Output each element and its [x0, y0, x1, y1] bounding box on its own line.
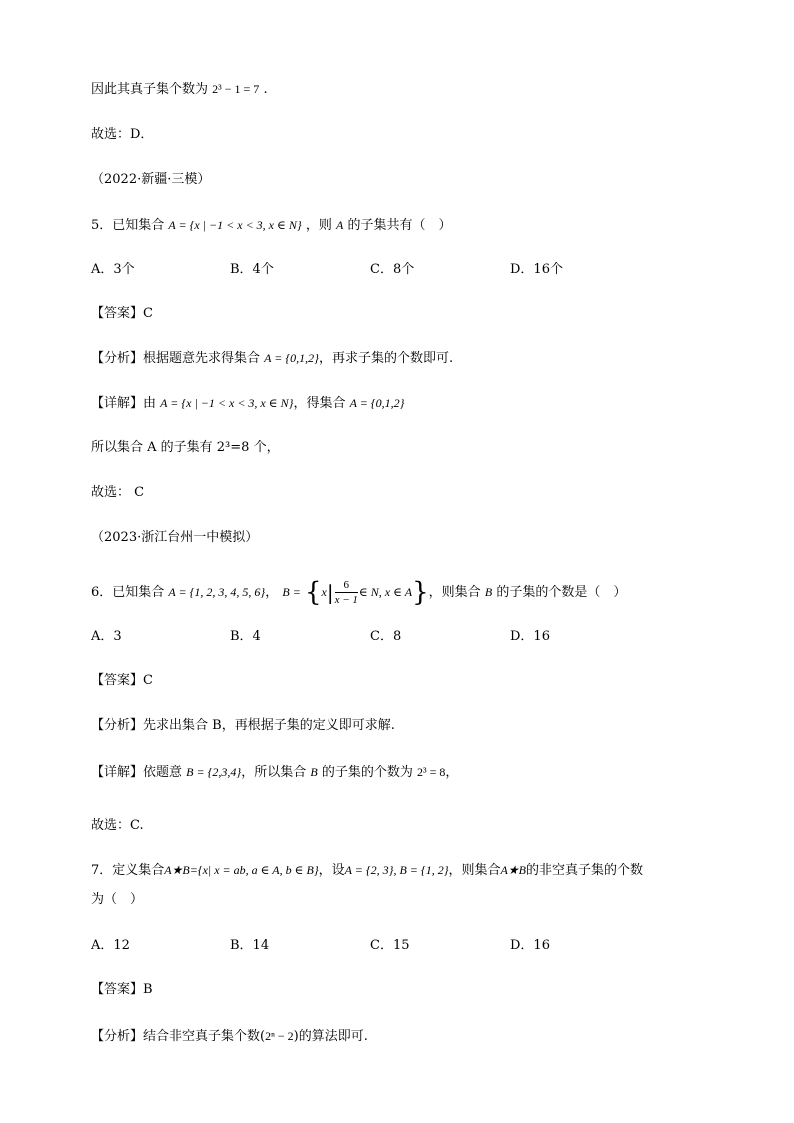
- analysis-label: 【分析】: [91, 1029, 144, 1044]
- bar: |: [326, 580, 334, 605]
- math-expression: A = {1, 2, 3, 4, 5, 6}: [168, 585, 266, 599]
- math-expression: A = {0,1,2}: [264, 351, 319, 365]
- math-expression: A = {2, 3}, B = {1, 2}: [344, 863, 449, 877]
- question-7-continued: 为（ ）: [91, 892, 144, 907]
- text: ，得集合: [293, 396, 346, 411]
- math-expression: 2ⁿ − 2: [265, 1029, 294, 1043]
- source-label: （2022·新疆·三模）: [91, 172, 211, 187]
- math-expression: ∈ N, x ∈ A: [358, 585, 413, 599]
- math-expression: A★B={x| x = ab, a ∈ A, b ∈ B}: [164, 863, 319, 877]
- text: ，: [445, 765, 459, 780]
- math-expression: A★B: [500, 863, 526, 877]
- text: 因此其真子集个数为: [91, 82, 209, 97]
- text: 的子集的个数是（ ）: [496, 585, 627, 600]
- option-b: B．4: [230, 629, 261, 644]
- text: .: [263, 82, 268, 97]
- option-c: C．15: [370, 938, 410, 953]
- math-variable: B: [484, 585, 493, 599]
- option-d: D．16: [510, 938, 550, 953]
- option-b: B．14: [230, 938, 270, 953]
- text: 依题意: [143, 765, 183, 780]
- text: ，则集合: [448, 863, 501, 878]
- fraction: [335, 578, 358, 607]
- math-expression: B = {2,3,4}: [186, 765, 242, 779]
- analysis: [91, 1027, 368, 1046]
- option-c: C．8个: [370, 262, 415, 277]
- option-a: A．3个: [91, 262, 135, 277]
- detail: [91, 394, 404, 413]
- analysis-label: 【分析】: [91, 351, 144, 366]
- text: 的非空真子集的个数: [525, 863, 643, 878]
- analysis: [91, 717, 395, 735]
- option-d: D．16: [510, 629, 550, 644]
- text: 根据题意先求得集合: [143, 351, 261, 366]
- detail-label: 【详解】: [91, 765, 144, 780]
- text: ，再求子集的个数即可.: [318, 351, 454, 366]
- text: 的子集共有（ ）: [347, 218, 452, 233]
- question-number: 7．定义集合: [91, 863, 165, 878]
- math-expression: A = {0,1,2}: [349, 396, 405, 410]
- fraction-numerator: 6: [335, 578, 358, 593]
- left-brace: {: [304, 577, 322, 608]
- option-d: D．16个: [510, 262, 563, 277]
- option-c: C．8: [370, 629, 402, 644]
- source-label: （2023·浙江台州一中模拟）: [91, 530, 259, 545]
- question-5: [91, 216, 451, 235]
- math-expression: 2³ − 1 = 7: [212, 82, 260, 96]
- answer: 【答案】B: [91, 982, 153, 997]
- math-variable: A: [335, 218, 344, 232]
- option-a: A．3: [91, 629, 122, 644]
- option-a: A．12: [91, 938, 130, 953]
- question-number: 6．已知集合: [91, 585, 165, 600]
- text-line: [91, 80, 268, 99]
- text: 结合非空真子集个数(: [143, 1029, 266, 1044]
- text: )的算法即可.: [293, 1029, 368, 1044]
- fraction-denominator: x − 1: [334, 594, 358, 606]
- analysis: [91, 349, 453, 368]
- answer: 【答案】C: [91, 306, 153, 321]
- text: ，所以集合: [241, 765, 307, 780]
- choice-line: 故选： C: [91, 485, 145, 500]
- question-7: [91, 861, 643, 880]
- choice-line: 故选：D．: [91, 127, 154, 142]
- question-number: 5．已知集合: [91, 218, 165, 233]
- detail: [91, 763, 458, 782]
- text: 由: [143, 396, 157, 411]
- math-variable: B =: [282, 585, 301, 599]
- text: 的子集的个数为: [321, 765, 413, 780]
- detail-label: 【详解】: [91, 396, 144, 411]
- option-b: B．4个: [230, 262, 274, 277]
- math-expression: A = {x | −1 < x < 3, x ∈ N}: [168, 218, 302, 232]
- text: ，则集合: [428, 585, 481, 600]
- text: 先求出集合 B，再根据子集的定义即可求解.: [143, 718, 395, 733]
- text: ，设: [318, 863, 345, 878]
- math-expression: 2³ = 8: [417, 765, 446, 779]
- analysis-label: 【分析】: [91, 718, 144, 733]
- text: ，: [265, 585, 279, 600]
- math-expression: A = {x | −1 < x < 3, x ∈ N}: [160, 396, 294, 410]
- math-variable: B: [310, 765, 318, 779]
- right-brace: }: [412, 577, 429, 608]
- text: ，则: [305, 218, 332, 233]
- choice-line: 故选：C.: [91, 818, 144, 833]
- math-variable: x: [321, 585, 327, 599]
- detail-line: 所以集合 A 的子集有 2³=8 个，: [91, 440, 280, 455]
- question-6: [91, 578, 626, 607]
- answer: 【答案】C: [91, 673, 153, 688]
